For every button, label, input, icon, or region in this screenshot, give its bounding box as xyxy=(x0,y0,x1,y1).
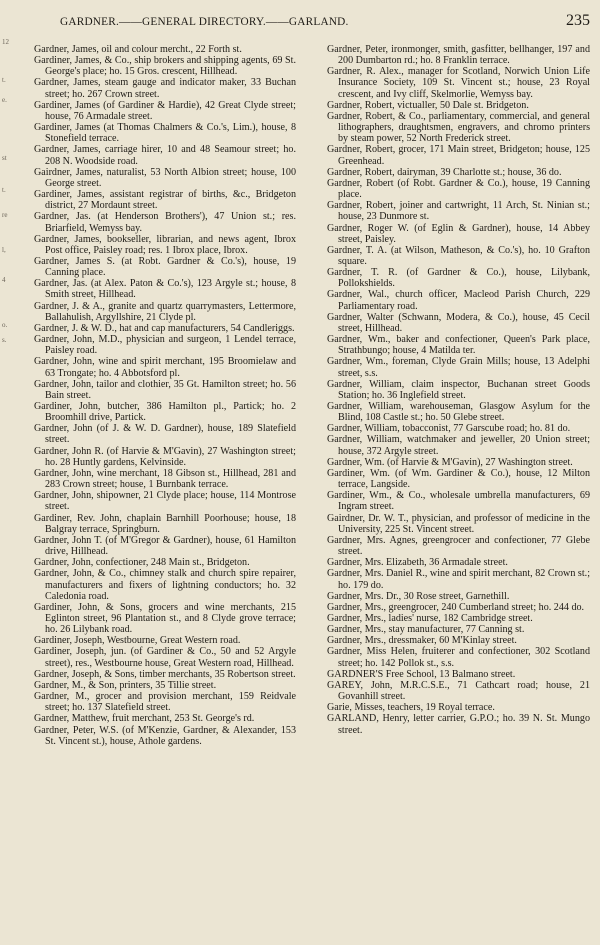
directory-entry: Gardner, Peter, W.S. (of M'Kenzie, Gardner, & Alexander, 153 St. Vincent st.), house, Athole gardens. xyxy=(34,724,296,747)
directory-entry: Gardner, James, carriage hirer, 10 and 48 Seamour street; ho. 208 N. Woodside road. xyxy=(34,144,296,167)
directory-entry: Gardner, Robert (of Robt. Gardner & Co.), house, 19 Canning place. xyxy=(327,177,590,201)
right-column xyxy=(327,44,590,736)
directory-entry: Gairdner, James, naturalist, 53 North Albion street; house, 100 George street. xyxy=(34,166,296,189)
directory-entry: Gardner, Joseph, & Sons, timber merchants, 35 Robertson street. xyxy=(34,668,296,680)
directory-entry: Gardner, Miss Helen, fruiterer and confectioner, 302 Scotland street; ho. 142 Pollok st., s.s. xyxy=(327,646,590,669)
directory-entry: Gardner, James S. (at Robt. Gardner & Co.'s), house, 19 Canning place. xyxy=(34,255,296,279)
directory-entry: Gardner, T. R. (of Gardner & Co.), house, Lilybank, Pollokshields. xyxy=(327,267,590,290)
directory-entry: Gardiner, Wm. (of Wm. Gardiner & Co.), house, 12 Milton terrace, Langside. xyxy=(327,467,590,491)
margin-fragment: t. xyxy=(2,76,6,84)
directory-entry: Gardner, R. Alex., manager for Scotland, Norwich Union Life Insurance Society, 109 St. Vincent st.; house, 23 Royal crescent, and Ivy cliff, Skelmorlie, Wemyss bay. xyxy=(327,66,590,100)
directory-entry: Gardner, James, steam gauge and indicator maker, 33 Buchan street; ho. 267 Crown street. xyxy=(34,77,296,100)
directory-entry: Gardner, Roger W. (of Eglin & Gardner), house, 14 Abbey street, Paisley. xyxy=(327,222,590,245)
directory-entry: Gardner, John R. (of Harvie & M'Gavin), 27 Washington street; ho. 28 Huntly gardens, Kelvinside. xyxy=(34,445,296,468)
directory-entry: Gardner, Wm. (of Harvie & M'Gavin), 27 Washington street. xyxy=(327,456,573,468)
directory-entry: Gardner, Mrs. Agnes, greengrocer and confectioner, 77 Glebe street. xyxy=(327,534,590,558)
directory-entry: GAREY, John, M.R.C.S.E., 71 Cathcart road; house, 21 Govanhill street. xyxy=(327,679,590,703)
directory-entry: Gardiner, James, assistant registrar of births, &c., Bridgeton district, 27 Mordaunt street. xyxy=(34,189,296,212)
directory-entry: Gardiner, Joseph, jun. (of Gardiner & Co., 50 and 52 Argyle street), res., Westbourne house, Great Western road, Hillhead. xyxy=(34,646,296,669)
directory-entry: Gardner, John, shipowner, 21 Clyde place; house, 114 Montrose street. xyxy=(34,490,296,513)
page-number: 235 xyxy=(566,12,590,29)
directory-entry: Gairdner, Dr. W. T., physician, and professor of medicine in the University, 225 St. Vincent street. xyxy=(327,512,590,535)
directory-entry: Gardiner, John, & Sons, grocers and wine merchants, 215 Eglinton street, 96 Plantation st., and 8 Clyde grove terrace; ho. 26 Lilybank road. xyxy=(34,601,296,636)
directory-entry: Gardner, Wm., foreman, Clyde Grain Mills; house, 13 Adelphi street, s.s. xyxy=(327,356,590,379)
directory-entry: Gardner, Mrs., stay manufacturer, 77 Canning st. xyxy=(327,624,525,636)
directory-entry: Gardner, Matthew, fruit merchant, 253 St. George's rd. xyxy=(34,713,255,725)
margin-fragment: 12 xyxy=(2,38,9,46)
directory-entry: Gardner, John, wine merchant, 18 Gibson st., Hillhead, 281 and 283 Crown street; house, 1 Burnbank terrace. xyxy=(34,467,296,491)
directory-entry: Gardner, Walter (Schwann, Modera, & Co.), house, 45 Cecil street, Hillhead. xyxy=(327,311,590,334)
directory-entry: Gardner, Robert, & Co., parliamentary, commercial, and general lithographers, draughtsmen, engravers, and chromo printers by steam power, 52 North Frederick street. xyxy=(327,110,590,145)
directory-entry: GARLAND, Henry, letter carrier, G.P.O.; ho. 39 N. St. Mungo street. xyxy=(327,713,590,736)
directory-entry: Gardner, John T. (of M'Gregor & Gardner), house, 61 Hamilton drive, Hillhead. xyxy=(34,534,296,558)
directory-entry: Gardner, M., & Son, printers, 35 Tillie street. xyxy=(34,679,217,691)
directory-entry: Gardner, Robert, grocer, 171 Main street, Bridgeton; house, 125 Greenhead. xyxy=(327,144,590,167)
directory-entry: Gardner, James, bookseller, librarian, and news agent, Ibrox Post office, Paisley road; res. 1 Ibrox place, Ibrox. xyxy=(34,233,296,256)
directory-entry: Gardiner, James (at Thomas Chalmers & Co.'s, Lim.), house, 8 Stonefield terrace. xyxy=(34,122,296,145)
margin-fragment: s. xyxy=(2,336,7,344)
margin-fragment: o. xyxy=(2,321,8,329)
directory-entry: Gardner, John, & Co., chimney stalk and church spire repairer, manufacturers and fixers of lightning conductors; ho. 32 Caledonia road. xyxy=(34,568,296,602)
directory-entry: Gardner, M., grocer and provision merchant, 159 Reidvale street; ho. 137 Slatefield street. xyxy=(34,691,296,714)
directory-entry: Gardiner, James, & Co., ship brokers and shipping agents, 69 St. George's place; ho. 15 Gros. crescent, Hillhead. xyxy=(34,55,296,78)
directory-entry: Gardner, John, confectioner, 248 Main st., Bridgeton. xyxy=(34,557,250,569)
running-title: GARDNER.——GENERAL DIRECTORY.——GARLAND. xyxy=(60,16,349,28)
directory-entry: Gardner, John (of J. & W. D. Gardner), house, 189 Slatefield street. xyxy=(34,423,296,446)
directory-entry: Gardner, Robert, joiner and cartwright, 11 Arch, St. Ninian st.; house, 23 Dunmore st. xyxy=(327,200,590,223)
directory-entry: Gardner, Jas. (at Henderson Brothers'), 47 Union st.; res. Briarfield, Wemyss bay. xyxy=(34,211,296,234)
margin-fragment: 4 xyxy=(2,276,6,284)
margin-fragment: t. xyxy=(2,186,6,194)
directory-entry: Gardner, Wm., baker and confectioner, Queen's Park place, Strathbungo; house, 4 Matilda ter. xyxy=(327,334,590,357)
directory-entry: Gardner, Mrs., greengrocer, 240 Cumberland street; ho. 244 do. xyxy=(327,601,585,613)
left-column xyxy=(34,44,296,747)
margin-fragment: e. xyxy=(2,96,7,104)
directory-entry: Gardner, Mrs., ladies' nurse, 182 Cambridge street. xyxy=(327,612,533,624)
directory-entry: Gardiner, Rev. John, chaplain Barnhill Poorhouse; house, 18 Balgray terrace, Springburn. xyxy=(34,512,296,535)
directory-entry: Gardner, John, wine and spirit merchant, 195 Broomielaw and 63 Trongate; ho. 4 Abbotsford pl. xyxy=(34,356,296,379)
directory-entry: Gardner, John, tailor and clothier, 35 Gt. Hamilton street; ho. 56 Bain street. xyxy=(34,378,296,401)
directory-entry: Gardner, James, oil and colour mercht., 22 Forth st. xyxy=(34,44,242,55)
directory-entry: Gardner, J. & A., granite and quartz quarrymasters, Lettermore, Ballahulish, Argyllshire, 21 Clyde pl. xyxy=(34,300,296,323)
directory-entry: Gardner, William, watchmaker and jeweller, 20 Union street; house, 372 Argyle street. xyxy=(327,434,590,457)
directory-entry: Gardner, Mrs. Daniel R., wine and spirit merchant, 82 Crown st.; ho. 179 do. xyxy=(327,568,590,591)
directory-entry: Gardner, William, claim inspector, Buchanan street Goods Station; ho. 36 Inglefield street. xyxy=(327,378,590,401)
directory-entry: Gardner, Peter, ironmonger, smith, gasfitter, bellhanger, 197 and 200 Dumbarton rd.; ho. 8 Franklin terrace. xyxy=(327,44,590,67)
directory-entry: Gardner, Mrs. Elizabeth, 36 Armadale street. xyxy=(327,557,508,569)
left-margin-fragments xyxy=(0,36,14,344)
directory-entry: Gardner, John, M.D., physician and surgeon, 1 Lendel terrace, Paisley road. xyxy=(34,334,296,357)
directory-entry: Gardner, Robert, dairyman, 39 Charlotte st.; house, 36 do. xyxy=(327,166,562,178)
directory-entry: Gardner, Robert, victualler, 50 Dale st. Bridgeton. xyxy=(327,99,529,111)
directory-entry: Gardiner, John, butcher, 386 Hamilton pl., Partick; ho. 2 Broomhill drive, Partick. xyxy=(34,401,296,424)
directory-entry: Gardiner, Wm., & Co., wholesale umbrella manufacturers, 69 Ingram street. xyxy=(327,490,590,513)
directory-entry: Gardner, Jas. (at Alex. Paton & Co.'s), 123 Argyle st.; house, 8 Smith street, Hillhead. xyxy=(34,278,296,301)
page-header xyxy=(60,10,590,34)
directory-entry: Gardner, William, tobacconist, 77 Garscube road; ho. 81 do. xyxy=(327,423,571,435)
directory-entry: Gardiner, James (of Gardiner & Hardie), 42 Great Clyde street; house, 76 Armadale street. xyxy=(34,99,296,122)
directory-entry: Gardner, Mrs. Dr., 30 Rose street, Garnethill. xyxy=(327,590,510,602)
directory-entry: Gardner, William, warehouseman, Glasgow Asylum for the Blind, 108 Castle st.; ho. 50 Glebe street. xyxy=(327,401,590,424)
margin-fragment: st xyxy=(2,154,7,162)
directory-entry: Gardner, Wal., church officer, Macleod Parish Church, 229 Parliamentary road. xyxy=(327,289,590,312)
directory-entry: Gardiner, Joseph, Westbourne, Great Western road. xyxy=(34,635,241,647)
directory-entry: Gardner, J. & W. D., hat and cap manufacturers, 54 Candleriggs. xyxy=(34,322,295,334)
directory-entry: Gardner, T. A. (at Wilson, Matheson, & Co.'s), ho. 10 Grafton square. xyxy=(327,244,590,267)
margin-fragment: l, xyxy=(2,246,6,254)
directory-entry: GARDNER'S Free School, 13 Balmano street. xyxy=(327,668,516,680)
margin-fragment: re xyxy=(2,211,8,219)
directory-entry: Gardner, Mrs., dressmaker, 60 M'Kinlay street. xyxy=(327,635,517,647)
directory-entry: Garie, Misses, teachers, 19 Royal terrace. xyxy=(327,702,495,714)
